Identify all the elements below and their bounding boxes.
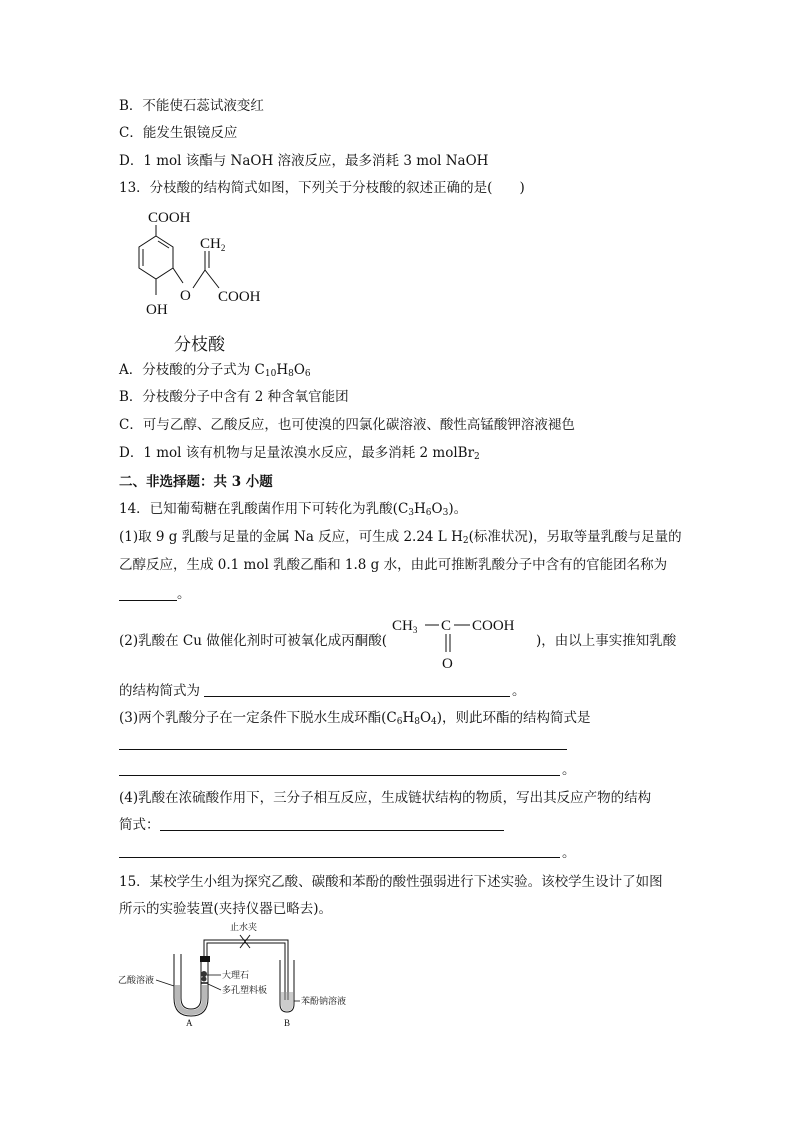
bond-ring-o bbox=[173, 268, 183, 283]
porous-plate-label: 多孔塑料板 bbox=[222, 985, 268, 995]
ring-double-bond-1 bbox=[158, 241, 169, 248]
acetic-acid-pointer bbox=[156, 980, 174, 986]
ether-o-label: O bbox=[180, 288, 191, 304]
clamp-label: 止水夹 bbox=[230, 922, 258, 932]
plate-pointer bbox=[208, 984, 221, 990]
marble-icon bbox=[201, 971, 207, 977]
marble-label: 大理石 bbox=[222, 970, 250, 980]
bond-c-cooh bbox=[205, 270, 219, 288]
section-title: 二、非选择题：共 3 小题 bbox=[119, 474, 273, 490]
acetic-acid-label: 乙酸溶液 bbox=[118, 975, 155, 985]
clamp-icon bbox=[240, 935, 250, 948]
q15-line1: 15．某校学生小组为探究乙酸、碳酸和苯酚的酸性强弱进行下述实验。该校学生设计了如图 bbox=[119, 874, 663, 890]
stopper-a bbox=[200, 956, 210, 962]
ring bbox=[139, 236, 173, 279]
q14-part1-end: 。 bbox=[177, 586, 191, 602]
q14-part3: (3)两个乳酸分子在一定条件下脱水生成环酯$(C_6H_8O_4)$，则此环酯的结构简式是 bbox=[119, 710, 591, 727]
chorismic-acid-structure bbox=[126, 204, 286, 318]
q12-option-c: C．能发生银镜反应 bbox=[119, 125, 238, 141]
q13-option-d: D．1 mol 该有机物与足量浓溴水反应，最多消耗 2 molBr$_2$ bbox=[119, 445, 480, 462]
cooh-label: COOH bbox=[472, 618, 515, 634]
q13-stem: 13．分枝酸的结构简式如图，下列关于分枝酸的叙述正确的是( ) bbox=[119, 180, 525, 196]
structure-caption: 分枝酸 bbox=[174, 335, 225, 355]
q14-part2-end: 。 bbox=[512, 683, 526, 699]
top-cooh-label: COOH bbox=[148, 210, 191, 226]
right-cooh-label: COOH bbox=[218, 289, 261, 305]
q13-option-b: B．分枝酸分子中含有 2 种含氧官能团 bbox=[119, 389, 349, 405]
q12-option-d: D．1 mol 该酯与 NaOH 溶液反应，最多消耗 3 mol NaOH bbox=[119, 153, 489, 169]
q14-part3-end: 。 bbox=[562, 762, 576, 778]
carbonyl-o-label: O bbox=[442, 656, 453, 672]
q12-option-b: B．不能使石蕊试液变红 bbox=[119, 98, 264, 114]
answer-blank-4b[interactable] bbox=[119, 857, 560, 858]
ch2-label: $CH_2$ bbox=[200, 236, 226, 253]
answer-blank-2[interactable] bbox=[204, 696, 510, 697]
bond-o-c bbox=[193, 270, 205, 288]
q14-part4-line2: 简式： bbox=[119, 817, 160, 833]
experiment-apparatus bbox=[118, 920, 378, 1030]
answer-blank-3a[interactable] bbox=[119, 749, 567, 750]
answer-blank-3b[interactable] bbox=[119, 775, 560, 776]
answer-blank-4a[interactable] bbox=[160, 830, 504, 831]
q14-part2-post: )，由以上事实推知乳酸 bbox=[536, 633, 677, 649]
q13-option-c: C．可与乙醇、乙酸反应，也可使溴的四氯化碳溶液、酸性高锰酸钾溶液褪色 bbox=[119, 417, 575, 433]
pyruvic-acid-structure bbox=[390, 612, 535, 672]
carbonyl-c-label: C bbox=[441, 618, 452, 634]
phenolate-label: 苯酚钠溶液 bbox=[301, 996, 347, 1006]
q14-part2-pre: (2)乳酸在 Cu 做催化剂时可被氧化成丙酮酸( bbox=[119, 633, 387, 649]
label-b: B bbox=[284, 1018, 291, 1028]
q14-part4-end: 。 bbox=[562, 845, 576, 861]
q15-line2: 所示的实验装置(夹持仪器已略去)。 bbox=[119, 901, 333, 917]
ch3-label: $CH_3$ bbox=[392, 618, 418, 635]
q13-option-a: A．分枝酸的分子式为 $C_{10}H_8O_6$ bbox=[119, 362, 311, 379]
q14-part1-line1: (1)取 9 g 乳酸与足量的金属 Na 反应，可生成 2.24 L $H_2$(标准状况)，另取等量乳酸与足量的 bbox=[119, 529, 682, 546]
answer-blank-1[interactable] bbox=[119, 600, 177, 601]
oh-label: OH bbox=[146, 302, 168, 318]
phenolate-liquid bbox=[281, 992, 293, 1011]
acetic-acid-liquid bbox=[175, 985, 207, 1015]
q14-part4-line1: (4)乳酸在浓硫酸作用下，三分子相互反应，生成链状结构的物质，写出其反应产物的结构 bbox=[119, 790, 652, 806]
q14-stem: 14．已知葡萄糖在乳酸菌作用下可转化为乳酸$(C_3H_6O_3)$。 bbox=[119, 501, 468, 518]
q14-part1-line2: 乙醇反应，生成 0.1 mol 乳酸乙酯和 1.8 g 水，由此可推断乳酸分子中含有的官能团名称为 bbox=[119, 557, 668, 573]
label-a: A bbox=[186, 1018, 193, 1028]
q14-part2-line2: 的结构简式为 bbox=[119, 683, 200, 699]
marble-icon-2 bbox=[202, 977, 207, 982]
